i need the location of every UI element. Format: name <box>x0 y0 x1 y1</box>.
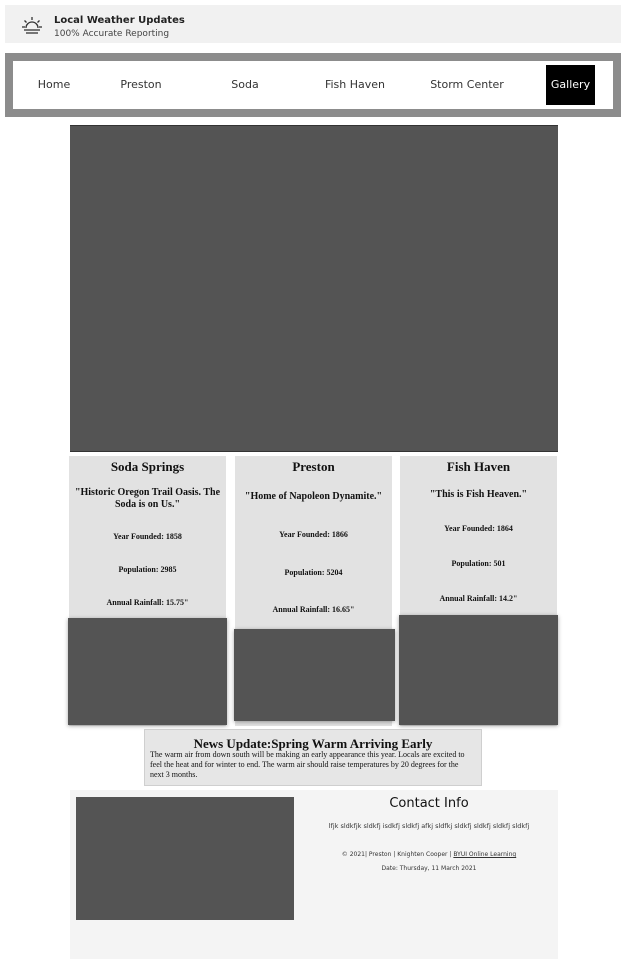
site-footer <box>70 790 558 959</box>
city-name: Preston <box>292 459 335 474</box>
hero-image <box>70 125 558 452</box>
city-quote: "Home of Napoleon Dynamite." <box>244 491 383 502</box>
last-updated-date: Date: Thursday, 11 March 2021 <box>381 865 477 872</box>
nav-frame <box>5 53 621 117</box>
news-body: The warm air from down south will be making an early appearance this year. Locals are excited to feel the heat and for winter to end. The warm air should raise temperatures by 20 degrees for the next 3 months. <box>150 750 465 779</box>
city-photo <box>399 615 558 725</box>
nav-gallery[interactable]: Gallery <box>546 65 595 105</box>
nav-preston[interactable]: Preston <box>120 78 162 91</box>
site-title: Local Weather Updates <box>54 15 185 26</box>
news-update <box>144 729 482 786</box>
year-founded: Year Founded: 1864 <box>444 524 513 533</box>
news-title: News Update:Spring Warm Arriving Early <box>193 736 433 751</box>
city-name: Soda Springs <box>110 459 185 474</box>
annual-rainfall: Annual Rainfall: 14.2" <box>439 594 518 603</box>
city-name: Fish Haven <box>446 459 511 474</box>
main-nav <box>13 61 613 109</box>
annual-rainfall: Annual Rainfall: 16.65" <box>272 605 355 614</box>
contact-text: lfjk sldkfjk sldkfj isdkfj sldkfj afkj sldfkj sldkfj sldkfj sldkfj sldkfj <box>328 822 530 830</box>
nav-home[interactable]: Home <box>37 78 71 91</box>
city-card-soda-springs <box>69 456 226 726</box>
city-quote: "This is Fish Heaven." <box>429 489 528 500</box>
year-founded: Year Founded: 1858 <box>113 532 182 541</box>
year-founded: Year Founded: 1866 <box>279 530 348 539</box>
byui-link[interactable]: BYUI Online Learning <box>453 851 517 858</box>
population: Population: 501 <box>451 559 506 568</box>
copyright-text: © 2021| Preston | Knighten Cooper | <box>341 851 452 858</box>
city-photo <box>234 629 395 721</box>
city-quote: "Historic Oregon Trail Oasis. The Soda is on Us." <box>74 487 221 510</box>
nav-fish-haven[interactable]: Fish Haven <box>324 78 386 91</box>
city-card-preston <box>235 456 392 726</box>
map-image <box>76 797 294 920</box>
sun-icon <box>21 15 43 37</box>
city-photo <box>68 618 227 725</box>
population: Population: 2985 <box>118 565 177 574</box>
contact-heading: Contact Info <box>389 796 469 811</box>
population: Population: 5204 <box>284 568 343 577</box>
site-tagline: 100% Accurate Reporting <box>54 29 170 39</box>
nav-soda-springs[interactable]: Soda <box>231 78 259 91</box>
nav-storm-center[interactable]: Storm Center <box>430 78 504 91</box>
city-card-fish-haven <box>400 456 557 726</box>
copyright <box>300 851 558 858</box>
site-header <box>5 5 621 43</box>
annual-rainfall: Annual Rainfall: 15.75" <box>106 598 189 607</box>
